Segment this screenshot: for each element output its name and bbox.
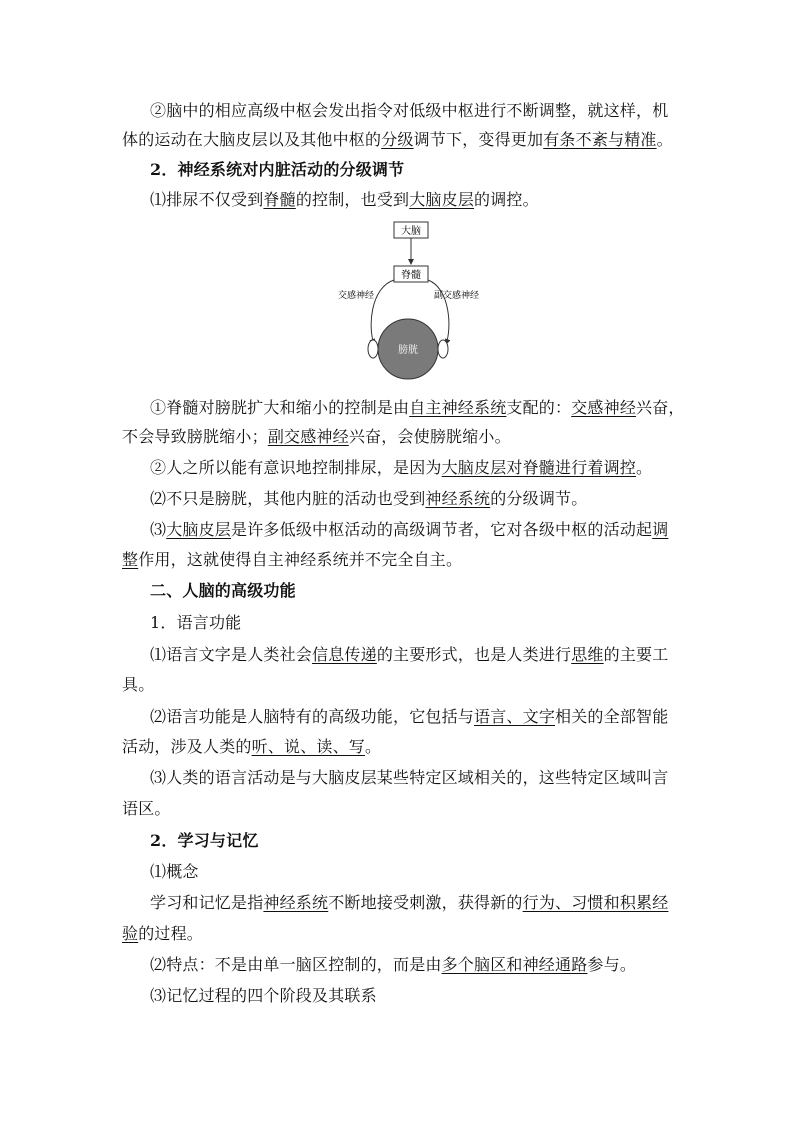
underlined-answer: 交感神经 [571, 398, 637, 417]
underlined-answer: 脊髓 [263, 190, 296, 209]
paragraph-line: ⑴概念 [150, 862, 199, 881]
underlined-answer: 调 [652, 520, 669, 539]
paragraph-line: ⑶记忆过程的四个阶段及其联系 [150, 986, 377, 1005]
sympathetic-label: 交感神经 [338, 291, 375, 301]
underlined-answer: 神经系统 [425, 489, 491, 508]
paragraph-line: 不会导致膀胱缩小；副交感神经兴奋，会使膀胱缩小。 [122, 427, 511, 446]
paragraph-line: ⑵语言功能是人脑特有的高级功能，它包括与语言、文字相关的全部智能 [150, 707, 669, 726]
underlined-answer: 有条不紊与精准 [543, 130, 657, 149]
underlined-answer: 大脑皮层 [166, 520, 232, 539]
underlined-answer: 神经系统 [263, 893, 329, 912]
brain-label: 大脑 [401, 226, 421, 237]
underlined-answer: 大脑皮层 [409, 190, 475, 209]
underlined-answer: 大脑皮层对脊髓进行着调控 [441, 458, 637, 477]
underlined-answer: 行为、习惯和积累经 [522, 893, 669, 912]
underlined-answer: 验 [122, 924, 139, 943]
subsection-heading: 1．语言功能 [150, 613, 242, 632]
underlined-answer: 分级 [381, 130, 414, 149]
paragraph-line: ②脑中的相应高级中枢会发出指令对低级中枢进行不断调整，就这样，机 [150, 101, 669, 120]
underlined-answer: 副交感神经 [267, 427, 349, 446]
left-sphincter [368, 340, 378, 358]
paragraph-line: 语区。 [122, 799, 171, 818]
paragraph-line: 体的运动在大脑皮层以及其他中枢的分级调节下，变得更加有条不紊与精准。 [122, 130, 673, 149]
parasympathetic-label: 副交感神经 [434, 291, 480, 301]
paragraph-line: ⑶人类的语言活动是与大脑皮层某些特定区域相关的，这些特定区域叫言 [150, 768, 669, 787]
paragraph-line: ①脊髓对膀胱扩大和缩小的控制是由自主神经系统支配的：交感神经兴奋， [150, 398, 685, 417]
spinal-cord-label: 脊髓 [401, 270, 421, 281]
underlined-answer: 思维 [571, 645, 604, 664]
paragraph-line: 具。 [122, 675, 155, 694]
bladder-control-diagram [330, 218, 510, 388]
paragraph-line: ⑶大脑皮层是许多低级中枢活动的高级调节者，它对各级中枢的活动起调 [150, 520, 669, 539]
paragraph-line: ②人之所以能有意识地控制排尿，是因为大脑皮层对脊髓进行着调控。 [150, 458, 653, 477]
paragraph-line: ⑵不只是膀胱，其他内脏的活动也受到神经系统的分级调节。 [150, 489, 588, 508]
underlined-answer: 语言、文字 [474, 707, 556, 726]
underlined-answer: 自主神经系统 [409, 398, 507, 417]
section-heading: 二、人脑的高级功能 [150, 581, 296, 600]
underlined-answer: 整 [122, 550, 139, 569]
right-sphincter [438, 340, 448, 358]
paragraph-line: ⑵特点：不是由单一脑区控制的，而是由多个脑区和神经通路参与。 [150, 955, 637, 974]
underlined-answer: 信息传递 [312, 645, 377, 664]
paragraph-line: ⑴语言文字是人类社会信息传递的主要形式，也是人类进行思维的主要工 [150, 645, 669, 664]
paragraph-line: 活动，涉及人类的听、说、读、写。 [122, 737, 382, 756]
underlined-answer: 多个脑区和神经通路 [441, 955, 588, 974]
bladder-label: 膀胱 [398, 345, 418, 356]
underlined-answer: 听、说、读、写 [251, 737, 366, 756]
paragraph-line: 学习和记忆是指神经系统不断地接受刺激，获得新的行为、习惯和积累经 [150, 893, 669, 912]
paragraph-line: 整作用，这就使得自主神经系统并不完全自主。 [122, 550, 463, 569]
subsection-heading: 2．学习与记忆 [150, 831, 259, 850]
paragraph-line: 验的过程。 [122, 924, 204, 943]
paragraph-line: ⑴排尿不仅受到脊髓的控制，也受到大脑皮层的调控。 [150, 190, 539, 209]
section-heading: 2．神经系统对内脏活动的分级调节 [150, 160, 405, 179]
